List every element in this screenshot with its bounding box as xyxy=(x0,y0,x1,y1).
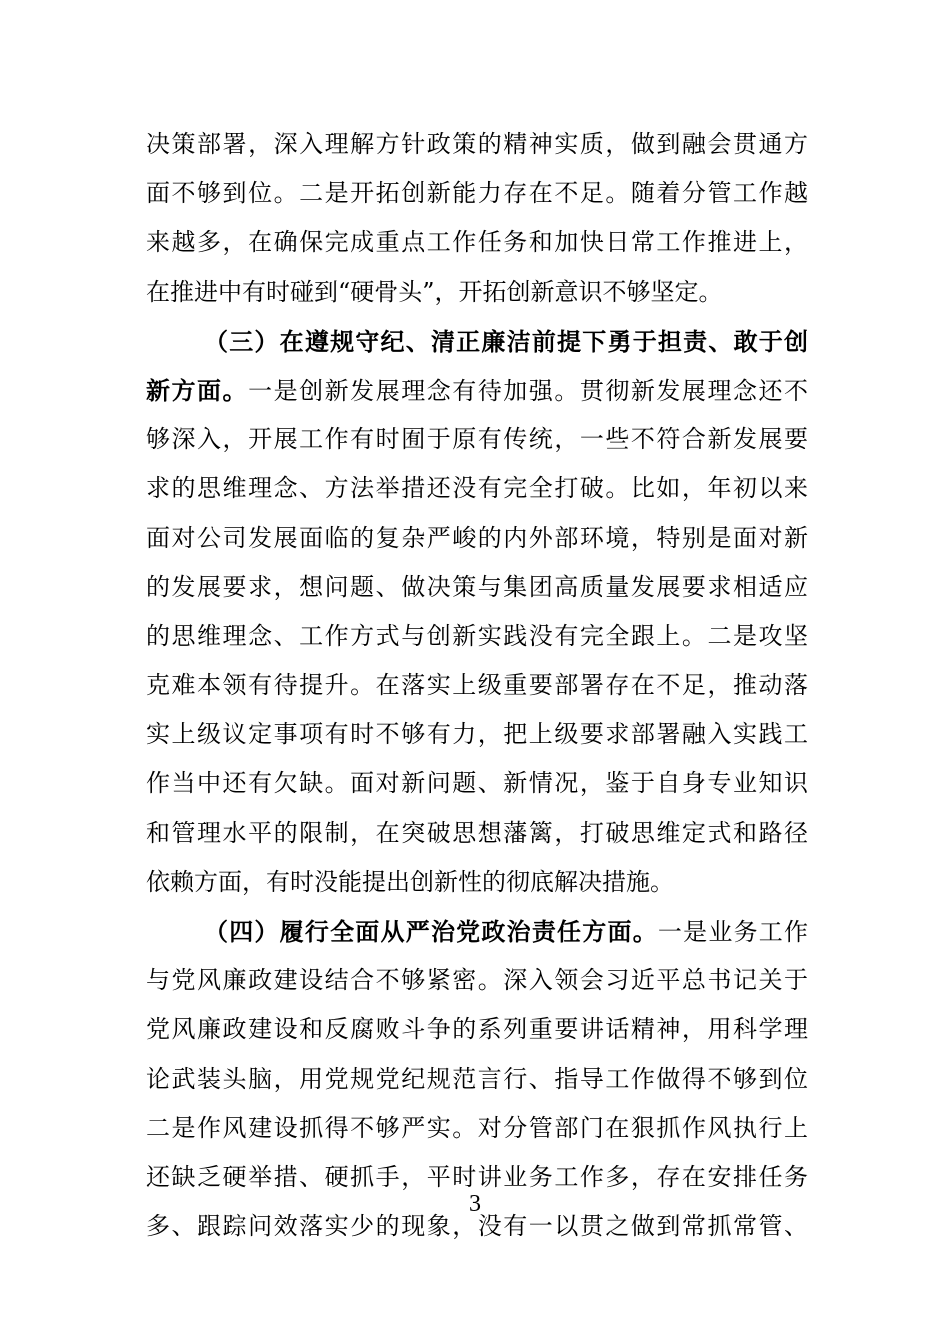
text-line: 决策部署，深入理解方针政策的精神实质，做到融会贯通方 xyxy=(146,130,808,158)
text-line: 依赖方面，有时没能提出创新性的彻底解决措施。 xyxy=(146,867,674,896)
text-line: 够深入，开展工作有时囿于原有传统，一些不符合新发展要 xyxy=(146,425,808,454)
text-line: 面对公司发展面临的复杂严峻的内外部环境，特别是面对新 xyxy=(146,523,808,552)
text-line: 求的思维理念、方法举措还没有完全打破。比如，年初以来 xyxy=(146,474,808,503)
text-line: 面不够到位。二是开拓创新能力存在不足。随着分管工作越 xyxy=(146,179,808,208)
text-line: 与党风廉政建设结合不够紧密。深入领会习近平总书记关于 xyxy=(146,966,808,995)
page-number: 3 xyxy=(469,1191,481,1217)
text-line: 作当中还有欠缺。面对新问题、新情况，鉴于自身专业知识 xyxy=(146,769,808,798)
text-line: 党风廉政建设和反腐败斗争的系列重要讲话精神，用科学理 xyxy=(146,1015,808,1044)
text-line: 的发展要求，想问题、做决策与集团高质量发展要求相适应 xyxy=(146,572,808,601)
text-line: 新方面。一是创新发展理念有待加强。贯彻新发展理念还不 xyxy=(146,375,809,405)
text-line: 论武装头脑，用党规党纪规范言行、指导工作做得不够到位 xyxy=(146,1064,808,1093)
text-line: 和管理水平的限制，在突破思想藩篱，打破思维定式和路径 xyxy=(146,818,808,847)
section-heading-4: （四）履行全面从严治党政治责任方面。一是业务工作 xyxy=(204,917,809,946)
text-line: 克难本领有待提升。在落实上级重要部署存在不足，推动落 xyxy=(146,671,808,700)
text-line: 的思维理念、工作方式与创新实践没有完全跟上。二是攻坚 xyxy=(146,621,808,650)
text-line: 来越多，在确保完成重点工作任务和加快日常工作推进上， xyxy=(146,228,808,257)
text-line: 多、跟踪问效落实少的现象，没有一以贯之做到常抓常管、 xyxy=(146,1212,808,1241)
text-line: 二是作风建设抓得不够严实。对分管部门在狠抓作风执行上 xyxy=(146,1113,808,1142)
text-line: 在推进中有时碰到“硬骨头”，开拓创新意识不够坚定。 xyxy=(146,277,723,306)
section-heading-3: （三）在遵规守纪、清正廉洁前提下勇于担责、敢于创 xyxy=(204,326,808,356)
text-line: 实上级议定事项有时不够有力，把上级要求部署融入实践工 xyxy=(146,720,808,749)
document-body xyxy=(146,120,808,1251)
text-line: 还缺乏硬举措、硬抓手，平时讲业务工作多，存在安排任务 xyxy=(146,1162,808,1191)
